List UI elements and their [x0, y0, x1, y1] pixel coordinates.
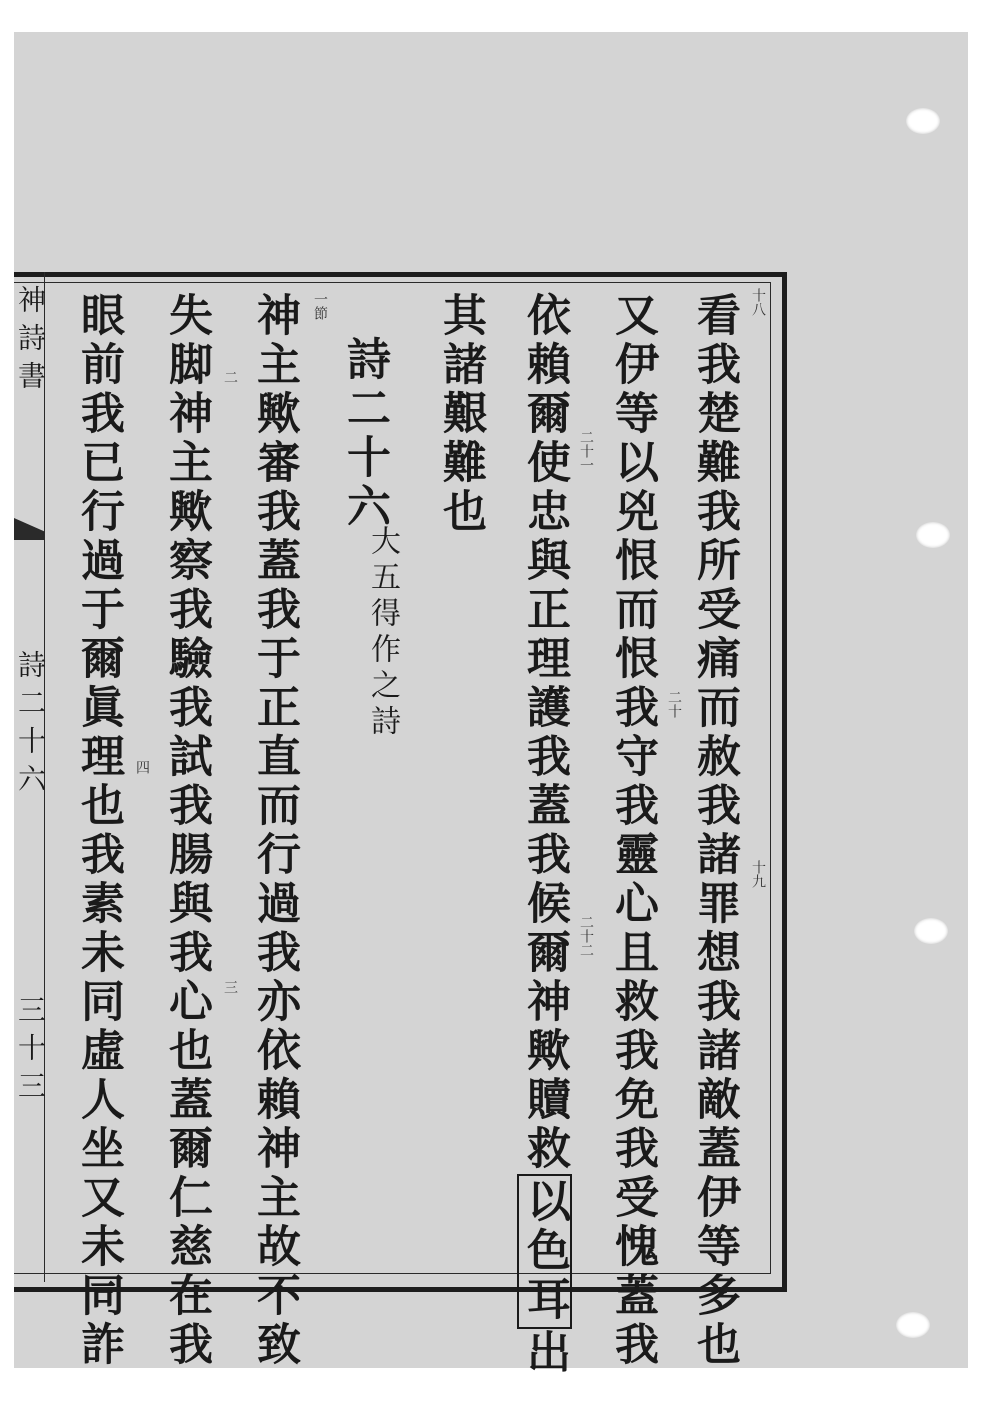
binder-hole-1: [906, 108, 940, 134]
binder-hole-4: [896, 1312, 930, 1338]
verse-marker-section-1: 一節: [312, 292, 328, 320]
boxed-name: 以色耳: [517, 1174, 572, 1329]
margin-chapter: 詩二十六: [14, 650, 47, 802]
binder-hole-2: [916, 522, 950, 548]
text-column-3-tail: 出: [519, 1329, 570, 1378]
verse-marker-3: 三: [222, 980, 238, 994]
verse-marker-18: 十八: [750, 288, 766, 316]
text-column-2: 又伊等以兇恨而恨我守我靈心且救我免我受愧蓋我: [607, 292, 658, 1370]
verse-marker-4: 四: [134, 760, 150, 774]
margin-page-number: 三十三: [14, 995, 47, 1109]
text-column-5: 神主歟審我蓋我于正直而行過我亦依賴神主故不致: [249, 292, 300, 1370]
verse-marker-20: 二十: [666, 690, 682, 718]
psalm-title-note: 大五得作之詩: [365, 525, 400, 741]
psalm-heading: 詩二十六: [339, 336, 390, 532]
text-column-3: [516, 292, 572, 1378]
text-column-4: 其諸艱難也: [435, 292, 486, 537]
text-column-7: 眼前我已行過于爾眞理也我素未同虛人坐又未同詐: [73, 292, 124, 1370]
text-column-6: 失脚神主歟察我驗我試我腸與我心也蓋爾仁慈在我: [161, 292, 212, 1370]
verse-marker-22: 二十二: [578, 915, 594, 957]
binder-hole-3: [914, 918, 948, 944]
margin-book-name: 神詩書: [14, 285, 47, 399]
verse-marker-2: 二: [222, 370, 238, 384]
text-column-3-part: 依賴爾使忠與正理護我蓋我候爾神歟贖救: [519, 292, 570, 1174]
text-column-1: 看我楚難我所受痛而赦我諸罪想我諸敵蓋伊等多也: [689, 292, 740, 1370]
verse-marker-21: 二十一: [578, 430, 594, 472]
verse-marker-19: 十九: [750, 860, 766, 888]
